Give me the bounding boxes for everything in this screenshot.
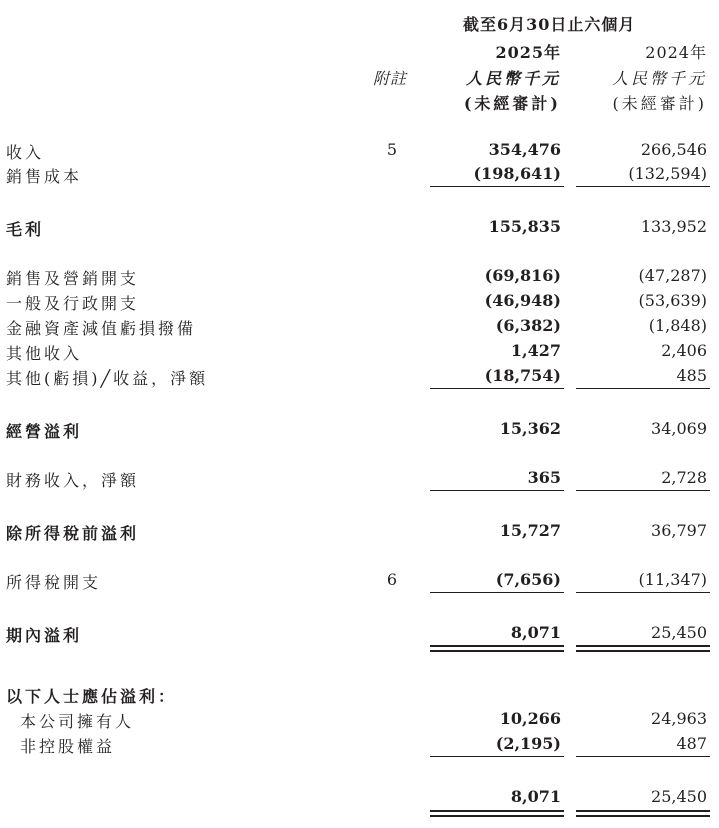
row-prior-value: 2,728: [661, 468, 707, 487]
row-prior-value: (132,594): [628, 164, 707, 183]
row-label: 經營溢利: [6, 422, 83, 441]
row-current-value: (198,641): [473, 164, 561, 183]
row-label: 毛利: [6, 220, 45, 239]
subtotal-rule: [576, 756, 710, 757]
row-label: 其他收入: [6, 344, 83, 363]
row-prior-value: (53,639): [638, 291, 707, 310]
row-note: 5: [386, 140, 398, 159]
row-prior-value: 133,952: [640, 217, 707, 236]
row-prior-value: 487: [676, 734, 707, 753]
subtotal-rule: [576, 592, 710, 593]
total-double-rule: [576, 810, 710, 817]
row-label: 其他(虧損)╱收益，淨額: [6, 369, 209, 388]
row-label: 金融資產減值虧損撥備: [6, 319, 197, 338]
row-label: 一般及行政開支: [6, 294, 140, 313]
row-current-value: 15,727: [499, 521, 561, 540]
row-current-value: 8,071: [510, 623, 561, 642]
row-label: 本公司擁有人: [20, 712, 135, 731]
section-heading: 以下人士應佔溢利：: [6, 687, 178, 706]
row-label: 銷售及營銷開支: [6, 269, 140, 288]
row-current-value: 365: [527, 468, 561, 487]
total-current-value: 8,071: [510, 787, 561, 806]
row-prior-value: (11,347): [638, 570, 707, 589]
total-prior-value: 25,450: [651, 787, 707, 806]
unit-current: 人民幣千元: [465, 69, 561, 88]
row-label: 財務收入，淨額: [6, 471, 140, 490]
row-label: 期內溢利: [6, 626, 83, 645]
row-current-value: 10,266: [499, 709, 561, 728]
subtotal-rule: [430, 490, 564, 491]
row-current-value: (46,948): [484, 291, 561, 310]
year-prior: 2024年: [645, 43, 707, 62]
row-current-value: (69,816): [484, 266, 561, 285]
total-double-rule: [576, 645, 710, 652]
period-heading: 截至6月30日止六個月: [463, 15, 636, 34]
row-prior-value: 34,069: [651, 419, 707, 438]
row-current-value: (7,656): [495, 570, 561, 589]
subtotal-rule: [430, 592, 564, 593]
subtotal-rule: [430, 186, 564, 187]
row-prior-value: 266,546: [640, 140, 707, 159]
row-current-value: (6,382): [495, 316, 561, 335]
row-current-value: 15,362: [499, 419, 561, 438]
row-label: 銷售成本: [6, 167, 83, 186]
year-current: 2025年: [495, 43, 561, 62]
note-column-heading: 附註: [373, 69, 408, 88]
subtotal-rule: [576, 186, 710, 187]
unit-prior: 人民幣千元: [611, 69, 707, 88]
row-label: 收入: [6, 143, 45, 162]
row-note: 6: [386, 570, 398, 589]
total-double-rule: [430, 645, 564, 652]
total-double-rule: [430, 810, 564, 817]
subtotal-rule: [576, 388, 710, 389]
row-prior-value: 24,963: [651, 709, 707, 728]
row-current-value: 155,835: [488, 217, 561, 236]
subtotal-rule: [576, 490, 710, 491]
row-current-value: 354,476: [488, 140, 561, 159]
subtotal-rule: [430, 756, 564, 757]
row-prior-value: (1,848): [648, 316, 707, 335]
row-prior-value: 2,406: [661, 341, 707, 360]
subtotal-rule: [430, 388, 564, 389]
row-label: 所得稅開支: [6, 573, 102, 592]
row-current-value: 1,427: [510, 341, 561, 360]
audit-current: (未經審計): [463, 94, 561, 113]
row-label: 非控股權益: [20, 737, 116, 756]
row-current-value: (2,195): [495, 734, 561, 753]
row-label: 除所得稅前溢利: [6, 524, 140, 543]
row-prior-value: (47,287): [638, 266, 707, 285]
audit-prior: (未經審計): [612, 94, 707, 113]
row-prior-value: 25,450: [651, 623, 707, 642]
row-prior-value: 36,797: [651, 521, 707, 540]
row-current-value: (18,754): [484, 366, 561, 385]
row-prior-value: 485: [676, 366, 707, 385]
